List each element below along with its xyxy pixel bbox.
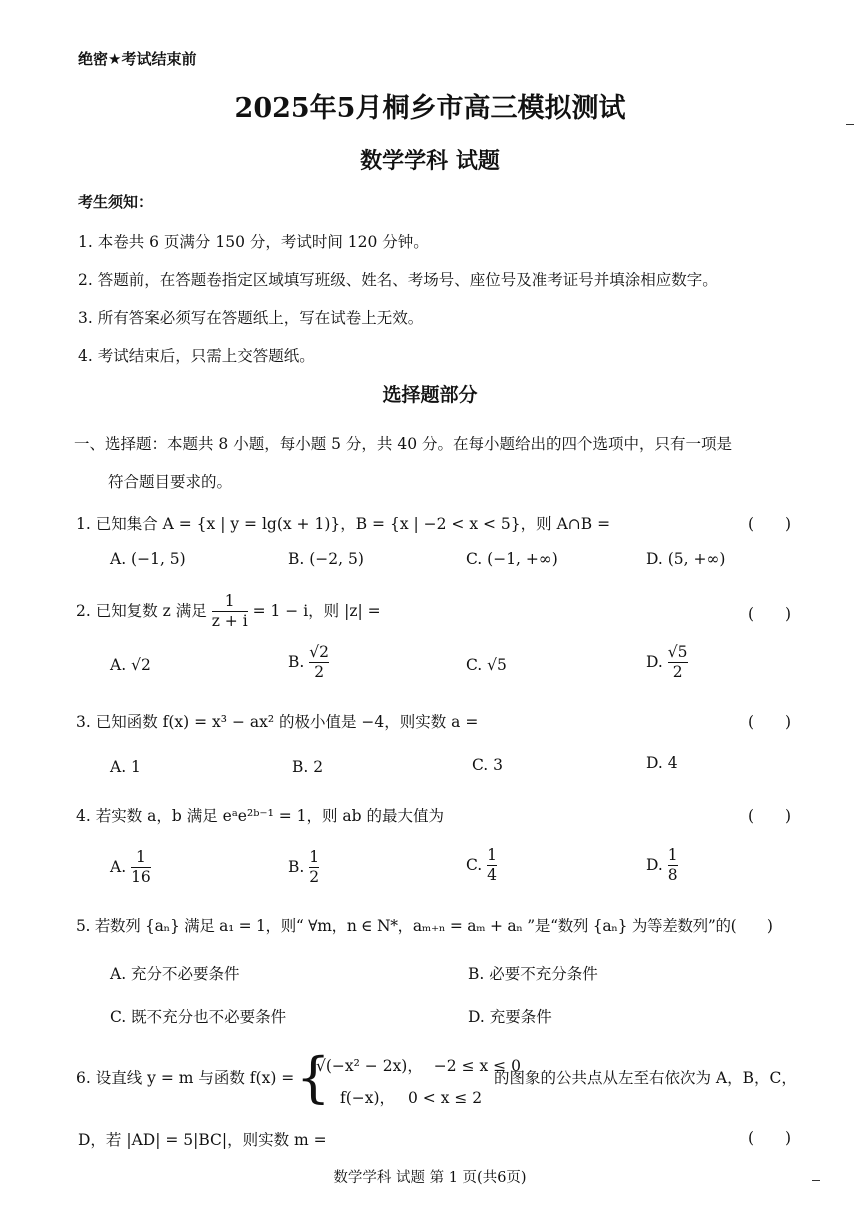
fraction-denominator: 16 [131, 868, 151, 887]
question-2-stem-prefix: 2. 已知复数 z 满足 [76, 601, 207, 620]
option-fraction [131, 848, 151, 888]
question-2-option-b [288, 643, 329, 683]
piecewise-brace: { [296, 1046, 331, 1109]
case-condition: −2 ≤ x ≤ 0 [433, 1057, 521, 1075]
fraction-denominator: 8 [667, 866, 678, 885]
question-2-option-a [110, 656, 151, 674]
option-value: √5 [487, 656, 507, 674]
fraction-numerator: √5 [667, 643, 688, 661]
case-condition: 0 < x ≤ 2 [408, 1089, 483, 1107]
question-2-option-d [646, 643, 688, 683]
question-2-option-c [466, 656, 507, 674]
question-4-option-b [288, 848, 319, 888]
question-4-option-a [110, 848, 151, 888]
option-label: A. [110, 656, 127, 674]
answer-paren: ( ) [748, 605, 792, 623]
fraction-numerator: 1 [667, 846, 678, 864]
option-fraction [487, 846, 497, 886]
question-5-option-b: B. 必要不充分条件 [468, 965, 598, 983]
option-label: B. [288, 652, 305, 671]
question-5-option-a: A. 充分不必要条件 [110, 965, 240, 983]
fraction-denominator: 2 [672, 663, 683, 682]
page-footer: 数学学科 试题 第 1 页(共6页) [333, 1170, 527, 1186]
question-5-stem: 5. 若数列 {aₙ} 满足 a₁ = 1，则“ ∀m，n ∈ N*，aₘ₊ₙ = aₘ + aₙ ”是“数列 {aₙ} 为等差数列”的( ) [76, 917, 773, 935]
question-1-option-b: B. (−2, 5) [288, 550, 364, 568]
question-2-fraction [212, 592, 248, 632]
question-1-option-d: D. (5, +∞) [646, 550, 726, 568]
fraction-denominator: z + i [211, 612, 248, 631]
notice-item: 4. 考试结束后，只需上交答题纸。 [78, 347, 315, 365]
question-3-stem: 3. 已知函数 f(x) = x³ − ax² 的极小值是 −4，则实数 a = [76, 713, 479, 731]
scan-mark [846, 124, 854, 125]
answer-paren: ( ) [748, 807, 792, 825]
fraction-denominator: 4 [487, 866, 498, 885]
exam-title: 2025年5月桐乡市高三模拟测试 [234, 93, 626, 124]
answer-paren: ( ) [748, 515, 792, 533]
section-heading: 选择题部分 [382, 384, 478, 406]
fraction-denominator: 2 [314, 663, 325, 682]
answer-paren: ( ) [748, 1129, 792, 1147]
notice-heading: 考生须知： [78, 193, 154, 211]
option-label: C. [466, 855, 483, 874]
question-5-option-d: D. 充要条件 [468, 1008, 552, 1026]
option-fraction [668, 643, 688, 683]
question-2-stem-suffix: = 1 − i，则 |z| = [252, 601, 381, 620]
answer-paren: ( ) [748, 713, 792, 731]
question-6-stem-line2: D，若 |AD| = 5|BC|，则实数 m = [78, 1131, 327, 1149]
fraction-numerator: 1 [135, 848, 146, 866]
question-3-option-b: B. 2 [292, 758, 324, 776]
case-expression: f(−x)， [340, 1089, 396, 1107]
question-6-stem-prefix: 6. 设直线 y = m 与函数 f(x) = [76, 1069, 295, 1087]
option-fraction [668, 846, 678, 886]
fraction-numerator: 1 [309, 848, 320, 866]
scan-mark [812, 1180, 820, 1181]
fraction-numerator: 1 [487, 846, 498, 864]
exam-subtitle: 数学学科 试题 [360, 148, 500, 174]
question-1-stem: 1. 已知集合 A = {x | y = lg(x + 1)}，B = {x | −2 < x < 5}，则 A∩B = [76, 515, 611, 533]
piecewise-case-1 [316, 1054, 521, 1076]
fraction-numerator: 1 [224, 592, 235, 610]
question-3-option-d: D. 4 [646, 754, 678, 772]
question-6-stem-suffix: 的图象的公共点从左至右依次为 A，B，C， [494, 1069, 797, 1087]
confidential-label: 绝密★考试结束前 [78, 50, 197, 68]
question-5-option-c: C. 既不充分也不必要条件 [110, 1008, 287, 1026]
question-1-option-a: A. (−1, 5) [110, 550, 186, 568]
notice-item: 3. 所有答案必须写在答题纸上，写在试卷上无效。 [78, 309, 424, 327]
part-instruction: 一、选择题：本题共 8 小题，每小题 5 分，共 40 分。在每小题给出的四个选项中，只有一项是 [74, 435, 733, 453]
option-label: D. [646, 652, 663, 671]
option-label: A. [110, 857, 127, 876]
notice-item: 1. 本卷共 6 页满分 150 分，考试时间 120 分钟。 [78, 233, 429, 251]
fraction-denominator: 2 [309, 868, 320, 887]
case-expression: √(−x² − 2x)， [316, 1057, 423, 1075]
option-label: B. [288, 857, 305, 876]
option-label: D. [646, 855, 663, 874]
question-1-option-c: C. (−1, +∞) [466, 550, 558, 568]
option-value: √2 [131, 656, 151, 674]
question-4-stem: 4. 若实数 a，b 满足 eᵃe²ᵇ⁻¹ = 1，则 ab 的最大值为 [76, 807, 445, 825]
option-fraction [309, 848, 319, 888]
notice-item: 2. 答题前，在答题卷指定区域填写班级、姓名、考场号、座位号及准考证号并填涂相应数字。 [78, 271, 718, 289]
question-2-stem [76, 592, 381, 632]
option-label: C. [466, 656, 483, 674]
question-4-option-d [646, 846, 678, 886]
fraction-numerator: √2 [309, 643, 330, 661]
piecewise-case-2 [340, 1086, 482, 1108]
question-4-option-c [466, 846, 497, 886]
option-fraction [309, 643, 329, 683]
question-3-option-a: A. 1 [110, 758, 141, 776]
question-3-option-c: C. 3 [472, 756, 504, 774]
part-instruction-cont: 符合题目要求的。 [108, 473, 233, 491]
